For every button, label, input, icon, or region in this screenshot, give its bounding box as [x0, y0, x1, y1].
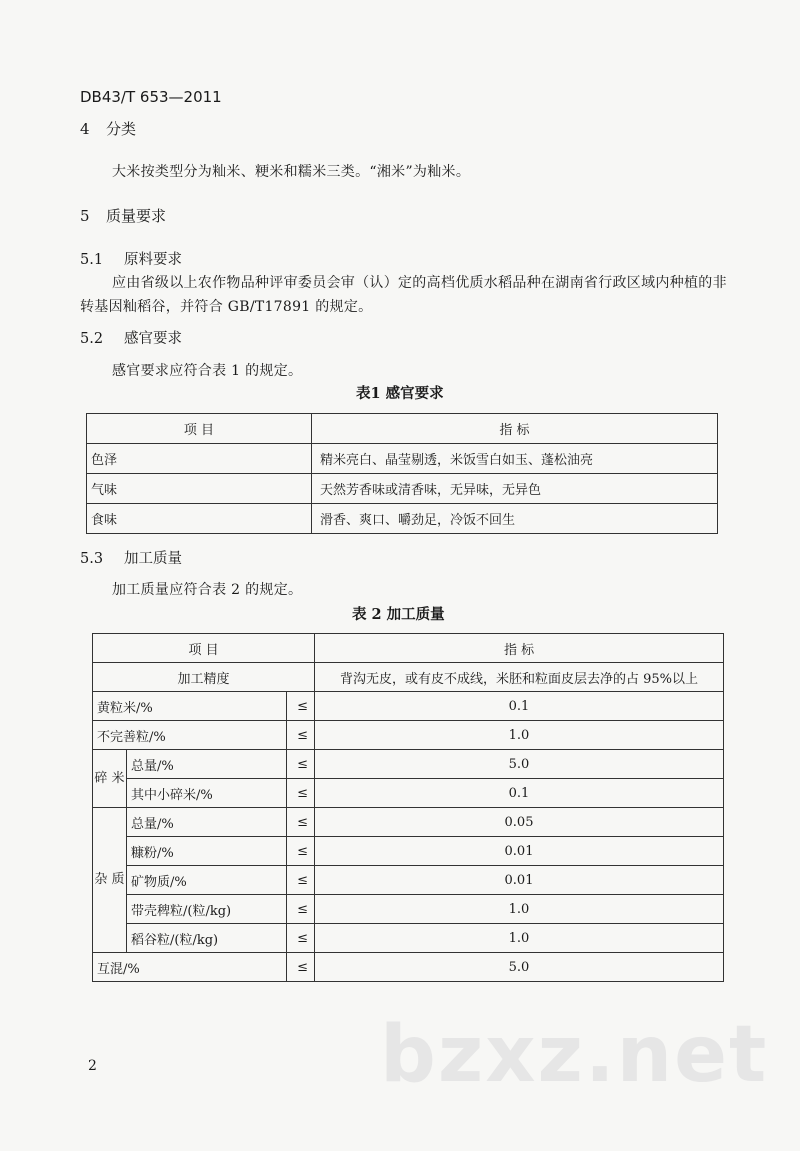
- section-5-1-heading: 5.1 原料要求: [80, 252, 182, 268]
- row-label: 糠粉/%: [127, 837, 287, 866]
- page-number: 2: [88, 1058, 97, 1074]
- table-row: [93, 866, 724, 895]
- row-value: 滑香、爽口、嚼劲足，冷饭不回生: [312, 504, 718, 534]
- row-value: 背沟无皮，或有皮不成线，米胚和粒面皮层去净的占 95%以上: [315, 663, 724, 692]
- row-value: 1.0: [315, 924, 724, 953]
- le-symbol: ≤: [287, 692, 315, 721]
- table-row: [87, 444, 718, 474]
- row-item: 气味: [87, 474, 312, 504]
- row-label: 带壳稗粒/(粒/kg): [127, 895, 287, 924]
- row-value: 精米亮白、晶莹剔透，米饭雪白如玉、蓬松油亮: [312, 444, 718, 474]
- watermark: bzxz.net: [380, 1010, 769, 1100]
- table-row: [93, 837, 724, 866]
- table-row: [93, 953, 724, 982]
- row-item: 食味: [87, 504, 312, 534]
- le-symbol: ≤: [287, 924, 315, 953]
- le-symbol: ≤: [287, 779, 315, 808]
- table-row: [93, 721, 724, 750]
- row-label: 不完善粒/%: [93, 721, 287, 750]
- row-label: 黄粒米/%: [93, 692, 287, 721]
- table-row: [93, 663, 724, 692]
- header-index: 指 标: [312, 414, 718, 444]
- section-5-2-heading: 5.2 感官要求: [80, 331, 182, 347]
- row-label: 总量/%: [127, 750, 287, 779]
- row-value: 1.0: [315, 721, 724, 750]
- row-label: 总量/%: [127, 808, 287, 837]
- row-value: 5.0: [315, 953, 724, 982]
- table-row: [93, 779, 724, 808]
- row-value: 0.1: [315, 779, 724, 808]
- le-symbol: ≤: [287, 837, 315, 866]
- header-item: 项 目: [87, 414, 312, 444]
- le-symbol: ≤: [287, 721, 315, 750]
- table-2-processing-quality: [92, 633, 724, 982]
- table-row: [93, 808, 724, 837]
- table-header-row: [93, 634, 724, 663]
- section-5-3-text: 加工质量应符合表 2 的规定。: [112, 582, 303, 598]
- table-header-row: [87, 414, 718, 444]
- row-value: 0.05: [315, 808, 724, 837]
- le-symbol: ≤: [287, 750, 315, 779]
- section-5-1-line2: 转基因籼稻谷，并符合 GB/T17891 的规定。: [80, 299, 373, 315]
- le-symbol: ≤: [287, 866, 315, 895]
- section-4-text: 大米按类型分为籼米、粳米和糯米三类。“湘米”为籼米。: [112, 164, 471, 180]
- le-symbol: ≤: [287, 953, 315, 982]
- table-2-caption: 表 2 加工质量: [352, 606, 445, 623]
- row-value: 天然芳香味或清香味，无异味，无异色: [312, 474, 718, 504]
- row-value: 1.0: [315, 895, 724, 924]
- table-1-caption: 表1 感官要求: [356, 385, 444, 402]
- group-broken: 碎 米: [93, 750, 127, 808]
- table-row: [93, 924, 724, 953]
- table-row: [93, 750, 724, 779]
- table-row: [93, 692, 724, 721]
- table-row: [87, 504, 718, 534]
- table-row: [87, 474, 718, 504]
- section-5-1-line1: 应由省级以上农作物品种评审委员会审（认）定的高档优质水稻品种在湖南省行政区域内种植的非: [112, 275, 727, 291]
- group-impurity: 杂 质: [93, 808, 127, 953]
- section-4-heading: 4 分类: [80, 120, 137, 138]
- table-1-sensory: [86, 413, 718, 534]
- row-label: 其中小碎米/%: [127, 779, 287, 808]
- row-value: 0.01: [315, 837, 724, 866]
- row-item: 色泽: [87, 444, 312, 474]
- table-row: [93, 895, 724, 924]
- row-label: 加工精度: [93, 663, 315, 692]
- row-value: 0.01: [315, 866, 724, 895]
- row-value: 0.1: [315, 692, 724, 721]
- row-label: 矿物质/%: [127, 866, 287, 895]
- header-item: 项 目: [93, 634, 315, 663]
- section-5-3-heading: 5.3 加工质量: [80, 551, 182, 567]
- row-label: 稻谷粒/(粒/kg): [127, 924, 287, 953]
- le-symbol: ≤: [287, 808, 315, 837]
- section-5-heading: 5 质量要求: [80, 207, 167, 225]
- row-value: 5.0: [315, 750, 724, 779]
- row-label: 互混/%: [93, 953, 287, 982]
- header-index: 指 标: [315, 634, 724, 663]
- section-5-2-text: 感官要求应符合表 1 的规定。: [112, 363, 303, 379]
- standard-code: DB43/T 653—2011: [80, 88, 222, 106]
- le-symbol: ≤: [287, 895, 315, 924]
